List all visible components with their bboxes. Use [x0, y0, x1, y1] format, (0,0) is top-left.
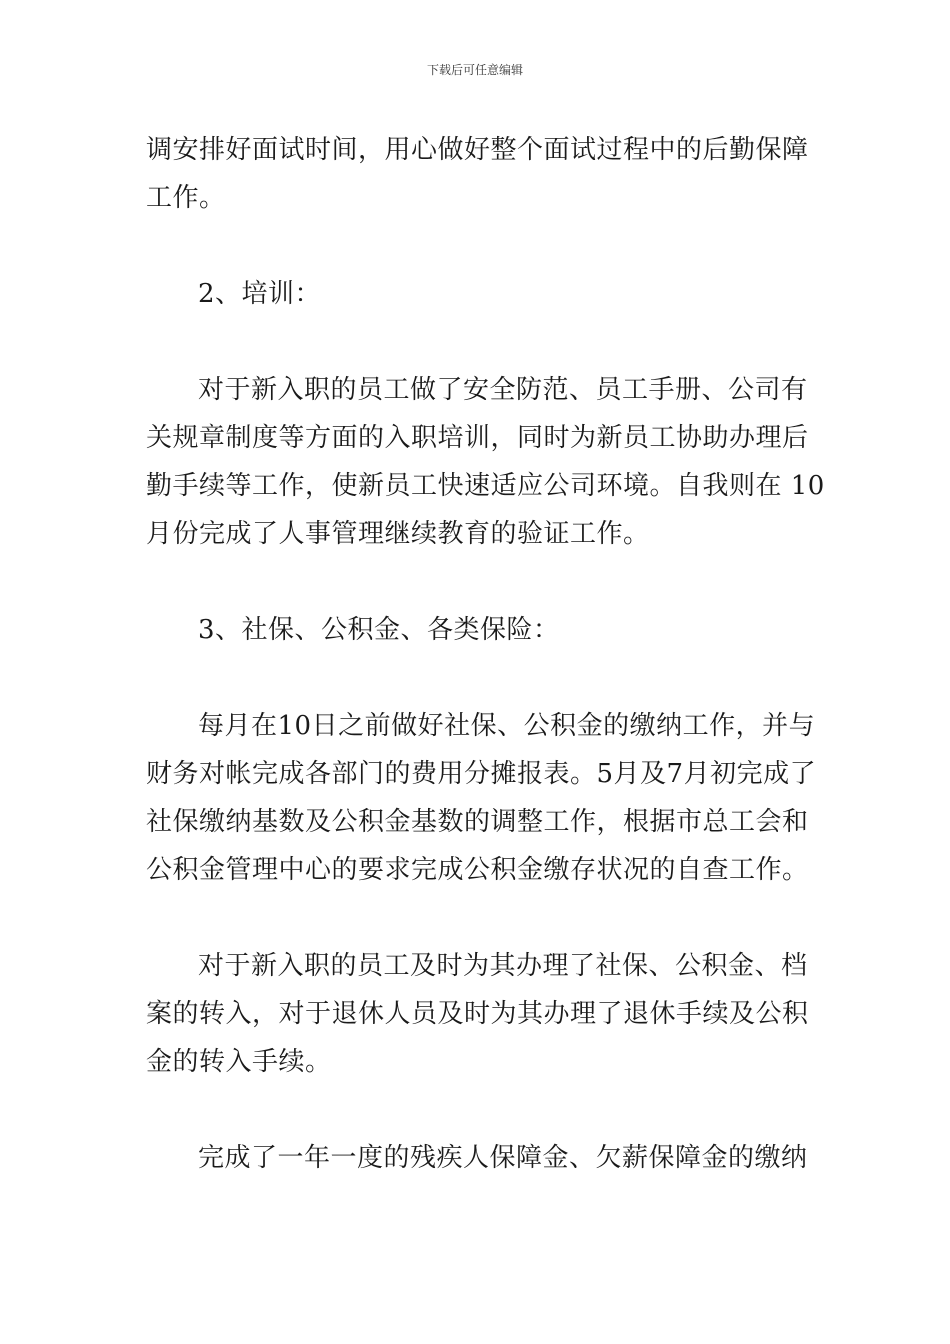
text-line: 完成了一年一度的残疾人保障金、欠薪保障金的缴纳: [198, 1143, 808, 1173]
section-heading: [146, 606, 808, 654]
text-line: 调安排好面试时间，用心做好整个面试过程中的后勤保障: [146, 135, 809, 165]
section-heading: [146, 270, 808, 318]
text-line: 案的转入，对于退休人员及时为其办理了退休手续及公积: [146, 999, 809, 1029]
paragraph: [146, 702, 817, 894]
text-line: 关规章制度等方面的入职培训，同时为新员工协助办理后: [146, 423, 809, 453]
text-line: 对于新入职的员工做了安全防范、员工手册、公司有: [198, 375, 808, 405]
text-line: 每月在10日之前做好社保、公积金的缴纳工作，并与: [198, 711, 816, 741]
text-line: 社保缴纳基数及公积金基数的调整工作，根据市总工会和: [146, 807, 809, 837]
text-line: 对于新入职的员工及时为其办理了社保、公积金、档: [198, 951, 808, 981]
document-body: [146, 126, 825, 1182]
paragraph: [146, 942, 808, 1086]
text-line: 2、培训：: [198, 279, 322, 309]
paragraph: [146, 126, 808, 222]
page-header: 下载后可任意编辑: [426, 63, 523, 77]
paragraph: [146, 366, 825, 558]
text-line: 勤手续等工作，使新员工快速适应公司环境。自我则在 10: [146, 471, 825, 501]
paragraph: [146, 1134, 808, 1182]
text-line: 财务对帐完成各部门的费用分摊报表。5月及7月初完成了: [146, 759, 817, 789]
text-line: 3、社保、公积金、各类保险：: [198, 615, 560, 645]
text-line: 工作。: [146, 183, 226, 213]
text-line: 公积金管理中心的要求完成公积金缴存状况的自查工作。: [146, 855, 809, 885]
text-line: 金的转入手续。: [146, 1047, 332, 1077]
text-line: 月份完成了人事管理继续教育的验证工作。: [146, 519, 650, 549]
